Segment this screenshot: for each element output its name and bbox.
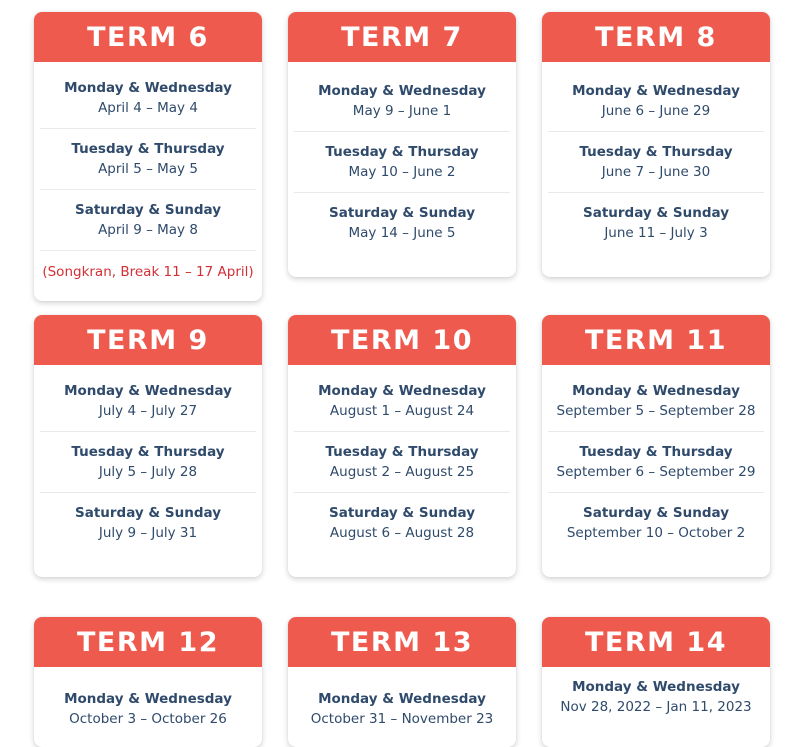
term-card-9 [34,315,262,577]
term-card-7 [288,12,516,277]
term-title: TERM 6 [34,12,262,62]
term-card-12 [34,617,262,747]
term-title: TERM 9 [34,315,262,365]
term-sessions [34,62,262,301]
term-title: TERM 8 [542,12,770,62]
session-days: Tuesday & Thursday [71,444,225,460]
session-days: Tuesday & Thursday [71,141,225,157]
session-row [294,679,510,739]
term-sessions [34,365,262,577]
session-dates: September 6 – September 29 [556,464,756,480]
session-days: Saturday & Sunday [583,505,729,521]
session-days: Saturday & Sunday [329,505,475,521]
session-row [548,193,764,253]
session-days: Saturday & Sunday [583,205,729,221]
session-days: Monday & Wednesday [318,691,486,707]
session-dates: October 31 – November 23 [310,711,494,727]
term-sessions [288,62,516,277]
session-dates: May 10 – June 2 [348,164,456,180]
session-dates: September 5 – September 28 [556,403,756,419]
term-title: TERM 7 [288,12,516,62]
session-dates: May 9 – June 1 [352,103,452,119]
session-days: Saturday & Sunday [75,202,221,218]
session-days: Monday & Wednesday [318,383,486,399]
session-days: Saturday & Sunday [329,205,475,221]
session-days: Monday & Wednesday [64,80,232,96]
session-row [294,132,510,193]
session-days: Monday & Wednesday [572,383,740,399]
session-days: Tuesday & Thursday [579,444,733,460]
term-title: TERM 13 [288,617,516,667]
session-row [40,679,256,739]
session-dates: Nov 28, 2022 – Jan 11, 2023 [560,699,752,715]
session-row [548,71,764,132]
term-card-10 [288,315,516,577]
session-row [40,371,256,432]
term-title: TERM 12 [34,617,262,667]
term-title: TERM 14 [542,617,770,667]
session-days: Tuesday & Thursday [579,144,733,160]
term-title: TERM 10 [288,315,516,365]
term-sessions [542,365,770,577]
session-dates: July 5 – July 28 [98,464,198,480]
session-dates: July 4 – July 27 [98,403,198,419]
session-row [548,493,764,553]
session-row [548,371,764,432]
session-days: Monday & Wednesday [64,383,232,399]
term-sessions [288,365,516,577]
session-row [40,68,256,129]
holiday-note: (Songkran, Break 11 – 17 April) [42,264,254,280]
term-card-13 [288,617,516,747]
session-row [294,493,510,553]
session-dates: August 6 – August 28 [329,525,475,541]
term-title: TERM 11 [542,315,770,365]
session-row [294,193,510,253]
session-dates: May 14 – June 5 [348,225,456,241]
session-row [294,432,510,493]
term-card-11 [542,315,770,577]
session-dates: September 10 – October 2 [566,525,746,541]
session-dates: April 9 – May 8 [98,222,198,238]
session-days: Saturday & Sunday [75,505,221,521]
session-row [40,493,256,553]
session-dates: October 3 – October 26 [69,711,227,727]
session-dates: August 2 – August 25 [329,464,475,480]
session-row [548,667,764,727]
session-dates: April 4 – May 4 [98,100,198,116]
session-days: Tuesday & Thursday [325,444,479,460]
session-row [294,371,510,432]
term-card-6 [34,12,262,301]
session-dates: June 11 – July 3 [604,225,708,241]
session-dates: June 6 – June 29 [601,103,711,119]
session-row [40,190,256,251]
session-days: Monday & Wednesday [64,691,232,707]
session-days: Monday & Wednesday [572,679,740,695]
session-days: Monday & Wednesday [318,83,486,99]
session-row [294,71,510,132]
session-days: Monday & Wednesday [572,83,740,99]
session-dates: April 5 – May 5 [98,161,198,177]
term-sessions [288,667,516,747]
session-dates: July 9 – July 31 [98,525,198,541]
session-dates: August 1 – August 24 [329,403,475,419]
session-row [548,132,764,193]
term-card-14 [542,617,770,747]
session-row [40,129,256,190]
session-row [40,432,256,493]
term-sessions [34,667,262,747]
term-sessions [542,62,770,277]
session-row [548,432,764,493]
session-dates: June 7 – June 30 [601,164,711,180]
session-days: Tuesday & Thursday [325,144,479,160]
term-card-8 [542,12,770,277]
